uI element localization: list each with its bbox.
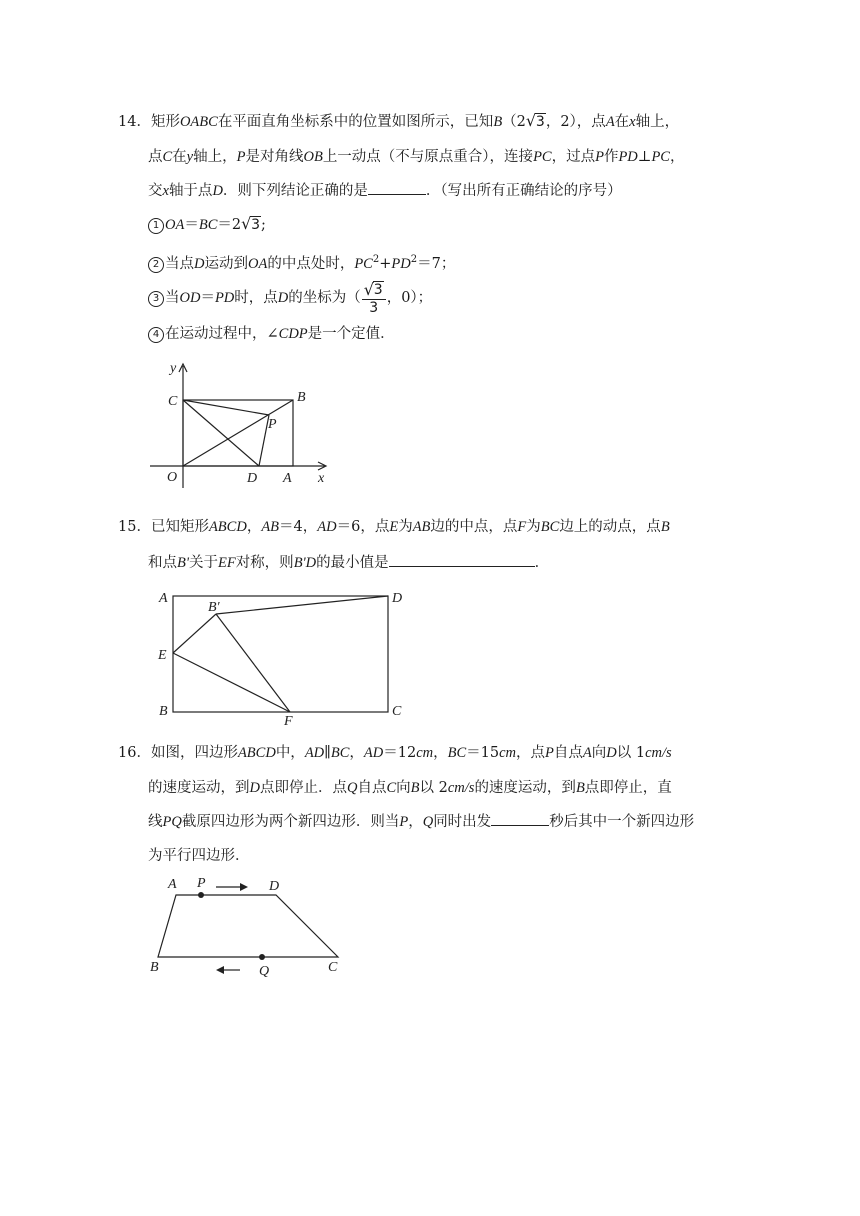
label-B: B bbox=[159, 704, 168, 719]
label-E: E bbox=[158, 648, 167, 663]
label-D: D bbox=[269, 879, 280, 894]
label-A: A bbox=[168, 877, 177, 892]
segment-EF bbox=[173, 653, 290, 712]
label-D: D bbox=[247, 471, 258, 486]
q14-line-2: 点C在y轴上，P是对角线OB上一动点（不与原点重合），连接PC，过点P作PD⊥PC， bbox=[148, 149, 685, 165]
label-P: P bbox=[197, 876, 206, 891]
label-O: O bbox=[167, 470, 178, 485]
circled-number-1: 1 bbox=[148, 218, 164, 234]
label-C: C bbox=[328, 960, 338, 975]
label-C: C bbox=[392, 704, 402, 719]
label-B-prime: B′ bbox=[208, 600, 220, 615]
label-D: D bbox=[392, 591, 403, 606]
q16-line-1: 16．如图，四边形ABCD中，AD∥BC，AD＝12cm，BC＝15cm，点P自点A向D以 1cm/s bbox=[118, 745, 672, 761]
q14-figure bbox=[140, 358, 340, 493]
label-B: B bbox=[150, 960, 159, 975]
point-Q bbox=[259, 954, 265, 960]
segment-B'D bbox=[216, 596, 388, 614]
sqrt-symbol: √ 3 bbox=[525, 111, 545, 130]
label-A: A bbox=[283, 471, 292, 486]
circled-number-3: 3 bbox=[148, 291, 164, 307]
label-y: y bbox=[170, 361, 177, 376]
q14-option-4: 4 在运动过程中，∠CDP是一个定值． bbox=[148, 324, 395, 344]
segment-EB' bbox=[173, 614, 216, 653]
rectangle-ABCD bbox=[173, 596, 388, 712]
label-x: x bbox=[318, 471, 325, 486]
label-A: A bbox=[159, 591, 168, 606]
q14-option-1: 1 OA＝BC＝2 √ 3; bbox=[148, 215, 266, 235]
q14-number: 14． bbox=[118, 114, 151, 130]
label-B: B bbox=[297, 390, 306, 405]
answer-blank[interactable] bbox=[491, 811, 549, 826]
label-Q: Q bbox=[259, 964, 270, 979]
segment-B'F bbox=[216, 614, 290, 712]
quadrilateral-ABCD bbox=[158, 895, 338, 957]
segment-CD bbox=[183, 400, 259, 466]
answer-blank[interactable] bbox=[389, 552, 535, 567]
q16-line-3: 线PQ截原四边形为两个新四边形．则当P，Q同时出发 秒后其中一个新四边形 bbox=[148, 811, 694, 832]
q14-option-3: 3 当OD＝PD时，点D的坐标为（ √ 3 3 ，0）； bbox=[148, 280, 432, 316]
segment-CP bbox=[183, 400, 269, 415]
label-P: P bbox=[268, 417, 277, 432]
q16-line-4: 为平行四边形． bbox=[148, 848, 250, 864]
q14-line-3: 交x轴于点D．则下列结论正确的是 ．（写出所有正确结论的序号） bbox=[148, 180, 622, 201]
q16-figure bbox=[148, 870, 348, 980]
circled-number-2: 2 bbox=[148, 257, 164, 273]
label-F: F bbox=[284, 714, 293, 729]
q16-line-2: 的速度运动，到D点即停止．点Q自点C向B以 2cm/s的速度运动，到B点即停止，直 bbox=[148, 780, 672, 796]
point-P bbox=[198, 892, 204, 898]
answer-blank[interactable] bbox=[368, 180, 426, 195]
q15-line-2: 和点B'关于EF对称，则B'D的最小值是 ． bbox=[148, 552, 549, 573]
circled-number-4: 4 bbox=[148, 327, 164, 343]
q14-option-2: 2 当点D运动到OA的中点处时，$PC^2+PD^2=7$； bbox=[148, 250, 455, 274]
q15-line-1: 15．已知矩形ABCD，AB＝4，AD＝6，点E为AB边的中点，点F为BC边上的动点，点B bbox=[118, 519, 670, 535]
sqrt-symbol: √ 3 bbox=[241, 214, 261, 233]
q16-number: 16． bbox=[118, 745, 151, 761]
q15-number: 15． bbox=[118, 519, 151, 535]
q14-line-1: 14．矩形OABC在平面直角坐标系中的位置如图所示，已知B（2 √ 3，2），点A在x轴上， bbox=[118, 111, 680, 130]
fraction-sqrt3-over-3: √ 3 3 bbox=[362, 281, 386, 316]
q15-figure bbox=[155, 586, 415, 729]
label-C: C bbox=[168, 394, 178, 409]
